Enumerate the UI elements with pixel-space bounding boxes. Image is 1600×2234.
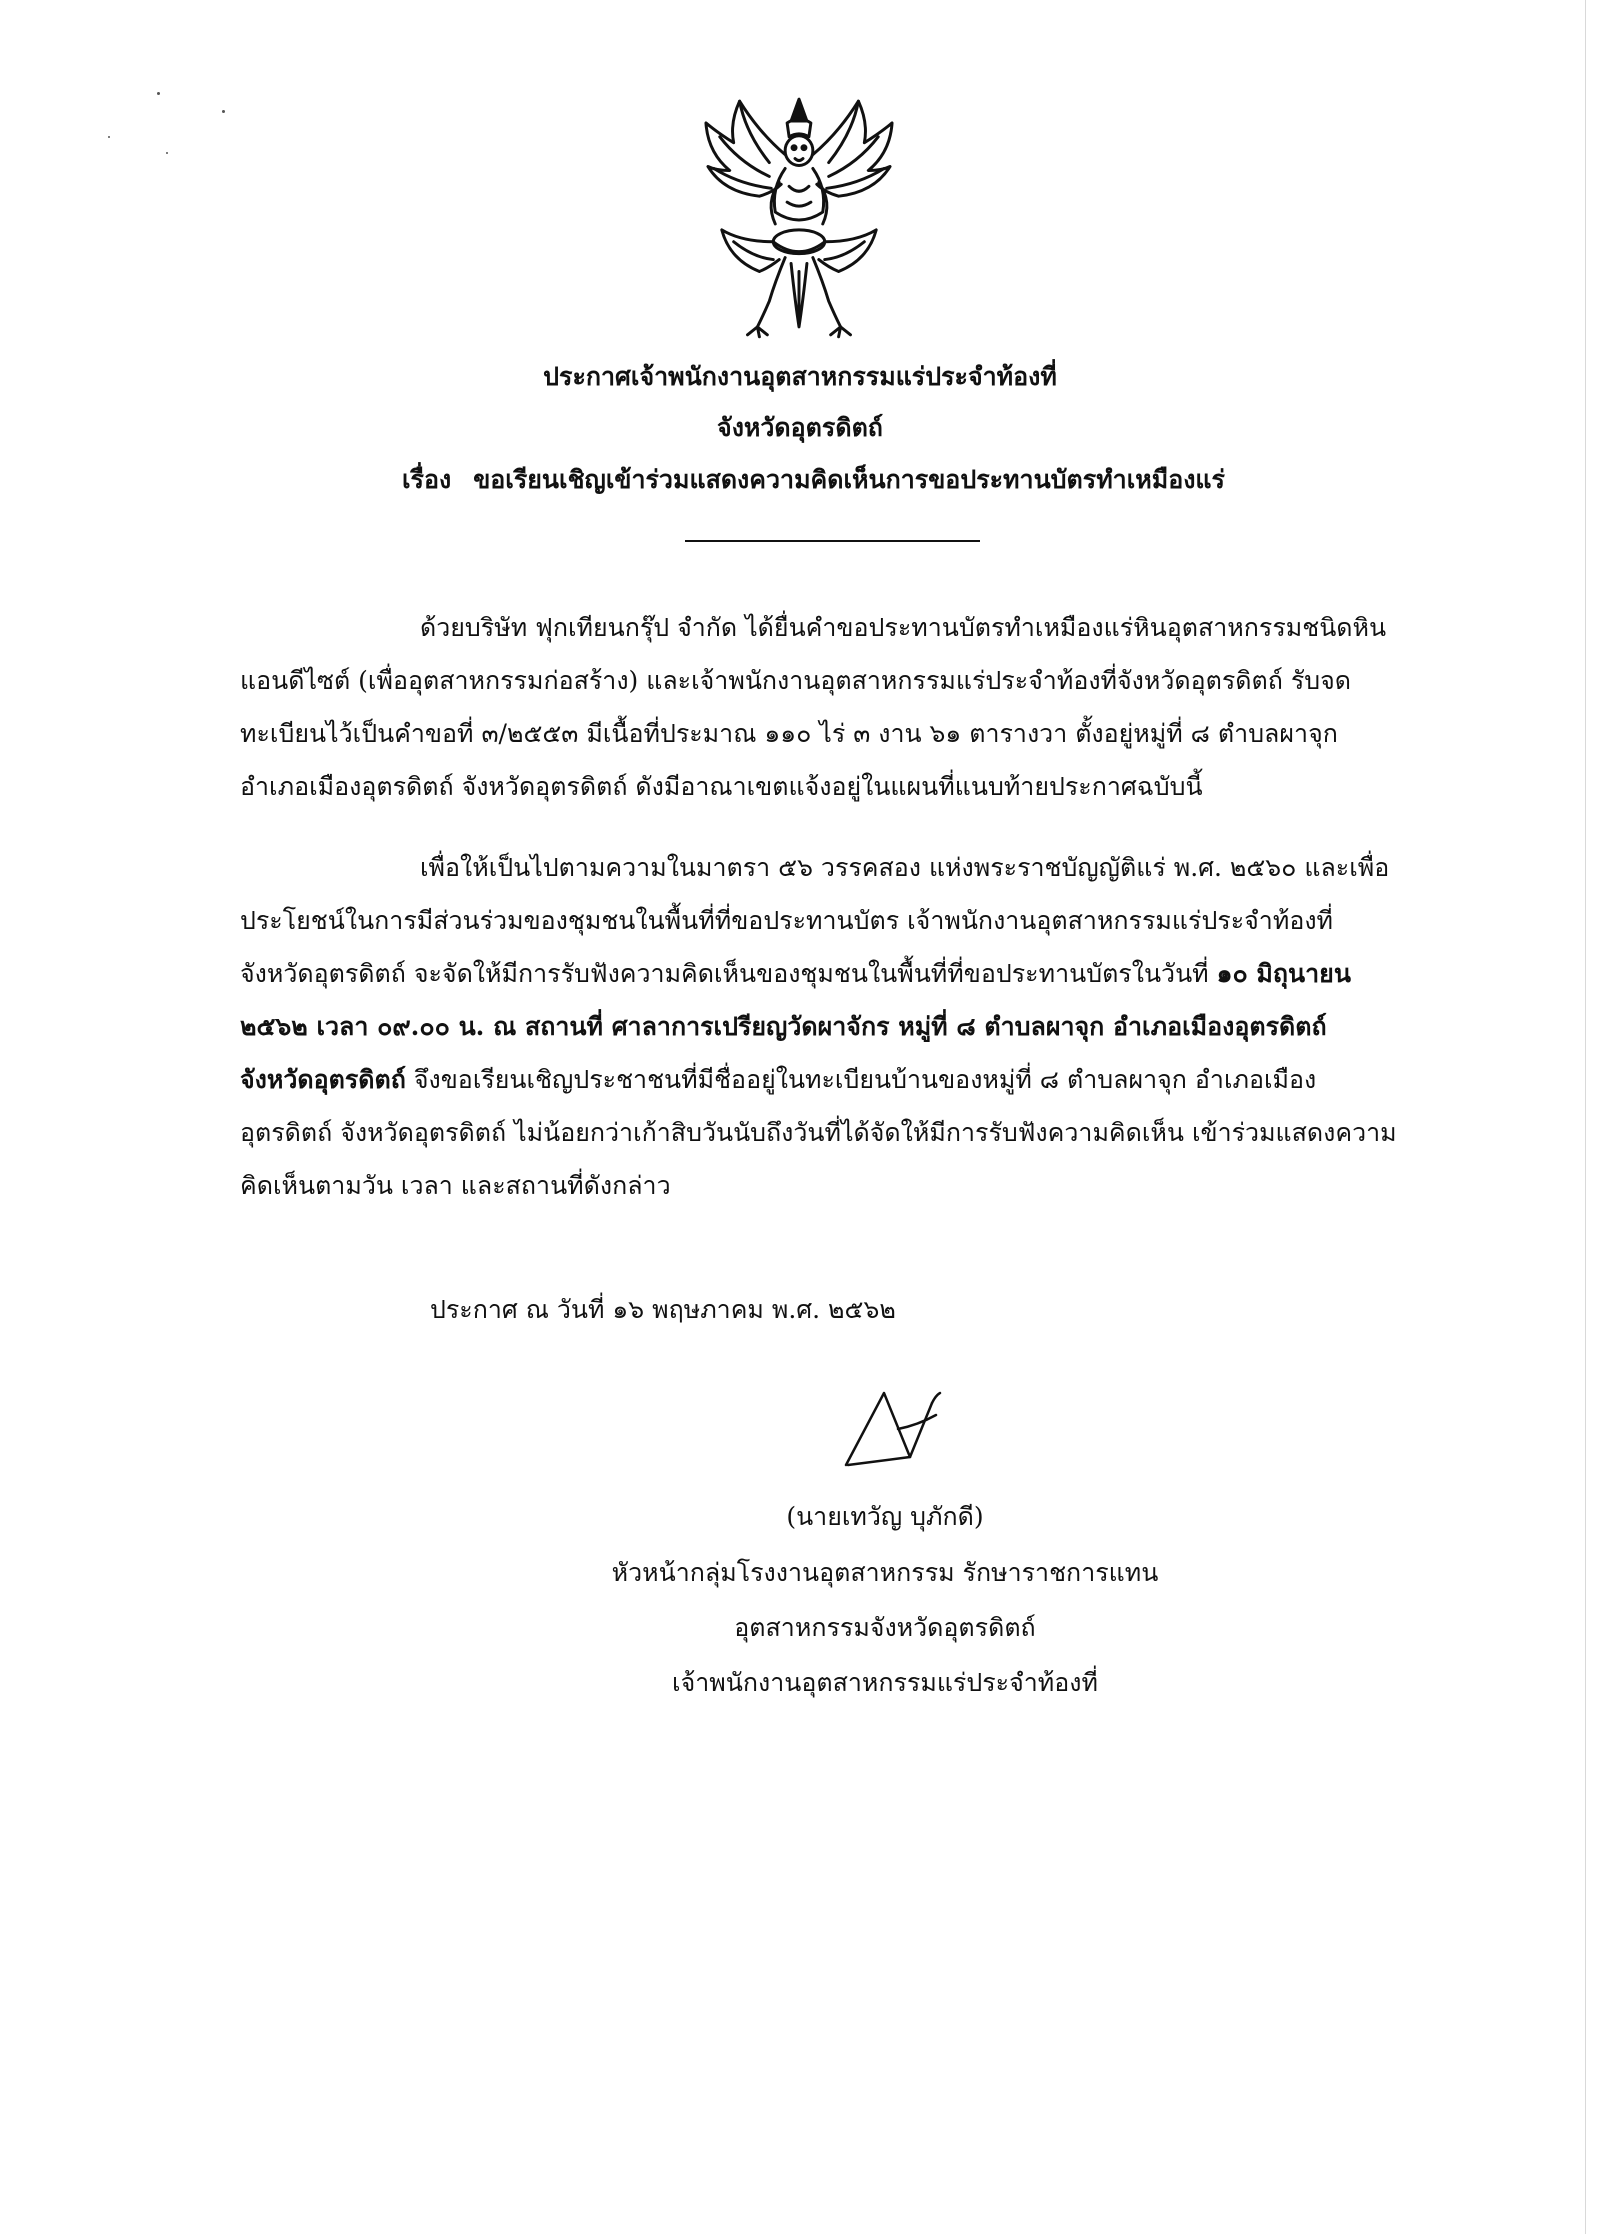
- title-divider: [685, 540, 980, 542]
- paragraph1-line: แอนดีไซต์ (เพื่ออุตสาหกรรมก่อสร้าง) และเจ้าพนักงานอุตสาหกรรมแร่ประจำท้องที่จังหวัดอุตรดิตถ์ รับจด: [240, 666, 1352, 695]
- subject-text: ขอเรียนเชิญเข้าร่วมแสดงความคิดเห็นการขอประทานบัตรทำเหมืองแร่: [473, 465, 1225, 494]
- paragraph1-line: อำเภอเมืองอุตรดิตถ์ จังหวัดอุตรดิตถ์ ดังมีอาณาเขตแจ้งอยู่ในแผนที่แนบท้ายประกาศฉบับนี้: [240, 772, 1203, 801]
- paragraph2-line: [240, 1060, 1316, 1100]
- paragraph2-line: อุตรดิตถ์ จังหวัดอุตรดิตถ์ ไม่น้อยกว่าเก้าสิบวันนับถึงวันที่ได้จัดให้มีการรับฟังความคิดเห็น เข้าร่วมแสดงความ: [240, 1118, 1397, 1147]
- subject-label: เรื่อง: [402, 465, 452, 494]
- signatory-position: เจ้าพนักงานอุตสาหกรรมแร่ประจำท้องที่: [672, 1668, 1098, 1697]
- paragraph2-line: เพื่อให้เป็นไปตามความในมาตรา ๕๖ วรรคสอง แห่งพระราชบัญญัติแร่ พ.ศ. ๒๕๖๐ และเพื่อ: [420, 853, 1390, 882]
- signatory-position: หัวหน้ากลุ่มโรงงานอุตสาหกรรม รักษาราชการแทน: [611, 1558, 1159, 1587]
- paragraph1-line: ทะเบียนไว้เป็นคำขอที่ ๓/๒๕๕๓ มีเนื้อที่ประมาณ ๑๑๐ ไร่ ๓ งาน ๖๑ ตารางวา ตั้งอยู่หมู่ที่ ๘ ตำบลผาจุก: [240, 719, 1338, 748]
- page-edge: [1585, 0, 1586, 2234]
- scan-speck: [166, 152, 168, 154]
- announce-date: ประกาศ ณ วันที่ ๑๖ พฤษภาคม พ.ศ. ๒๕๖๒: [430, 1295, 896, 1324]
- paragraph2-line: ประโยชน์ในการมีส่วนร่วมของชุมชนในพื้นที่ที่ขอประทานบัตร เจ้าพนักงานอุตสาหกรรมแร่ประจำท้องที่: [240, 906, 1334, 935]
- scan-speck: [157, 92, 160, 95]
- garuda-emblem-icon: [700, 92, 898, 342]
- signatory-position: อุตสาหกรรมจังหวัดอุตรดิตถ์: [734, 1613, 1036, 1642]
- paragraph2-text: จึงขอเรียนเชิญประชาชนที่มีชื่ออยู่ในทะเบียนบ้านของหมู่ที่ ๘ ตำบลผาจุก อำเภอเมือง: [405, 1065, 1317, 1094]
- hearing-date: ๑๐ มิถุนายน: [1216, 959, 1351, 988]
- announcement-title: ประกาศเจ้าพนักงานอุตสาหกรรมแร่ประจำท้องที่: [543, 362, 1057, 391]
- paragraph2-text: จังหวัดอุตรดิตถ์ จะจัดให้มีการรับฟังความคิดเห็นของชุมชนในพื้นที่ที่ขอประทานบัตรในวันที่: [240, 959, 1217, 988]
- announcement-province: จังหวัดอุตรดิตถ์: [717, 413, 883, 442]
- handwritten-signature: [840, 1385, 960, 1475]
- paragraph2-line: คิดเห็นตามวัน เวลา และสถานที่ดังกล่าว: [240, 1171, 671, 1200]
- hearing-time-place: ๒๕๖๒ เวลา ๐๙.๐๐ น. ณ สถานที่ ศาลาการเปรียญวัดผาจักร หมู่ที่ ๘ ตำบลผาจุก อำเภอเมืองอุตรดิตถ์: [240, 1012, 1327, 1041]
- paragraph2-line: [240, 954, 1351, 994]
- scan-speck: [222, 110, 225, 113]
- announcement-subject: [402, 460, 1225, 500]
- paragraph1-line: ด้วยบริษัท ฟุกเทียนกรุ๊ป จำกัด ได้ยื่นคำขอประทานบัตรทำเหมืองแร่หินอุตสาหกรรมชนิดหิน: [420, 613, 1387, 642]
- scan-speck: [108, 136, 110, 138]
- hearing-province: จังหวัดอุตรดิตถ์: [240, 1065, 406, 1094]
- signatory-name: (นายเทวัญ บุภักดี): [786, 1502, 984, 1531]
